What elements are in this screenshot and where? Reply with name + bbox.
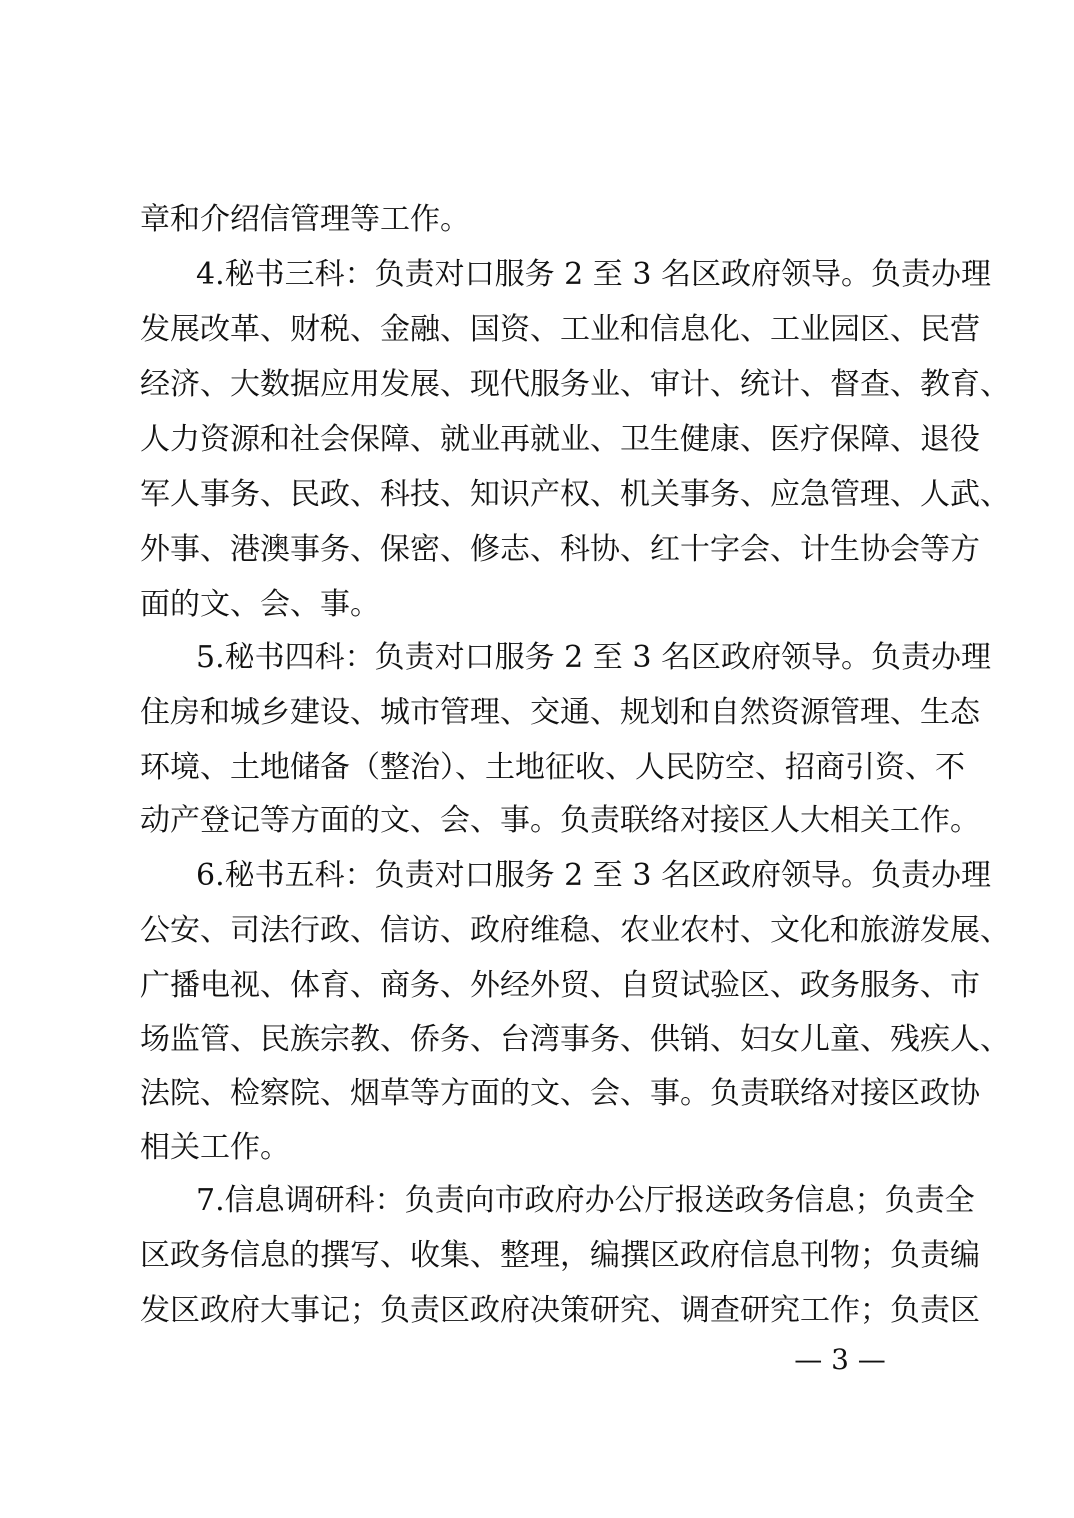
page-number: — 3 — [794,1343,886,1376]
paragraph-heading-line: 7.信息调研科：负责向市政府办公厅报送政务信息；负责全 [196,1183,975,1218]
text-line: 章和介绍信管理等工作。 [140,202,470,237]
text-line: 军人事务、民政、科技、知识产权、机关事务、应急管理、人武、 [140,477,1010,512]
text-line: 公安、司法行政、信访、政府维稳、农业农村、文化和旅游发展、 [140,913,1010,948]
text-line: 环境、土地储备（整治）、土地征收、人民防空、招商引资、不 [140,750,965,785]
text-line: 法院、检察院、烟草等方面的文、会、事。负责联络对接区政协 [140,1076,980,1111]
text-line: 发区政府大事记；负责区政府决策研究、调查研究工作；负责区 [140,1293,980,1328]
paragraph-heading-line: 6.秘书五科：负责对口服务 2 至 3 名区政府领导。负责办理 [196,858,991,893]
paragraph-heading-line: 5.秘书四科：负责对口服务 2 至 3 名区政府领导。负责办理 [196,640,991,675]
text-line: 外事、港澳事务、保密、修志、科协、红十字会、计生协会等方 [140,532,980,567]
text-line: 住房和城乡建设、城市管理、交通、规划和自然资源管理、生态 [140,695,980,730]
text-line: 广播电视、体育、商务、外经外贸、自贸试验区、政务服务、市 [140,968,980,1003]
text-line: 经济、大数据应用发展、现代服务业、审计、统计、督查、教育、 [140,367,1010,402]
text-line: 发展改革、财税、金融、国资、工业和信息化、工业园区、民营 [140,312,980,347]
text-line: 面的文、会、事。 [140,587,380,622]
paragraph-heading-line: 4.秘书三科：负责对口服务 2 至 3 名区政府领导。负责办理 [196,257,991,292]
text-line: 相关工作。 [140,1130,290,1165]
text-line: 场监管、民族宗教、侨务、台湾事务、供销、妇女儿童、残疾人、 [140,1022,1010,1057]
text-line: 区政务信息的撰写、收集、整理，编撰区政府信息刊物；负责编 [140,1238,980,1273]
text-line: 动产登记等方面的文、会、事。负责联络对接区人大相关工作。 [140,803,980,838]
text-line: 人力资源和社会保障、就业再就业、卫生健康、医疗保障、退役 [140,422,980,457]
